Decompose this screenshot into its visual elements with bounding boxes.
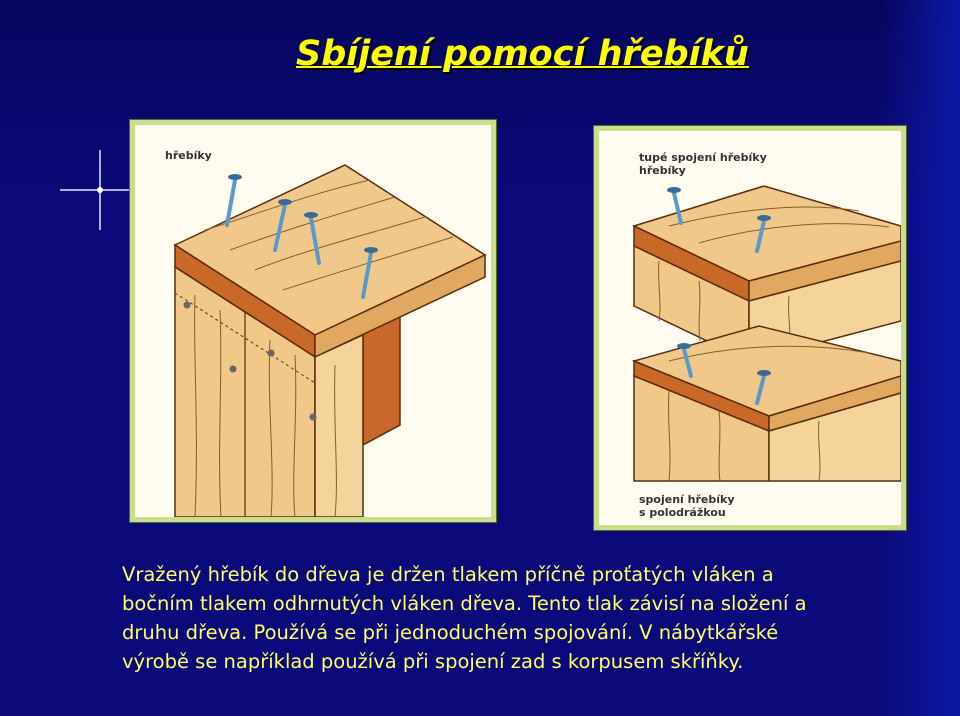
figure-label-rebate-joint: spojení hřebíky: [639, 493, 735, 506]
figure-label-rebate-joint-2: s polodrážkou: [639, 506, 726, 519]
nailed-joint-drawing: [135, 125, 491, 517]
body-line-1: Vražený hřebík do dřeva je držen tlakem příčně proťatých vláken a: [122, 563, 774, 586]
figure-butt-and-rebate-joint: [594, 126, 906, 530]
figure-label-nails: hřebíky: [165, 149, 212, 162]
body-line-4: výrobě se například používá při spojení zad s korpusem skříňky.: [122, 650, 744, 673]
figure-nailed-joint-canvas: [135, 125, 491, 517]
figure-label-butt-joint: tupé spojení hřebíky: [639, 151, 767, 164]
figure-nailed-joint: [130, 120, 496, 522]
body-line-3: druhu dřeva. Používá se při jednoduchém spojování. V nábytkářské: [122, 621, 779, 644]
sparkle-icon: [60, 150, 140, 230]
slide-title: Sbíjení pomocí hřebíků: [296, 34, 749, 74]
butt-and-rebate-drawing: [599, 131, 901, 525]
body-line-2: bočním tlakem odhrnutých vláken dřeva. Tento tlak závisí na složení a: [122, 592, 807, 615]
figure-label-butt-joint-nails: hřebíky: [639, 164, 686, 177]
figure-butt-and-rebate-joint-canvas: [599, 131, 901, 525]
slide-body-text: [122, 560, 922, 676]
